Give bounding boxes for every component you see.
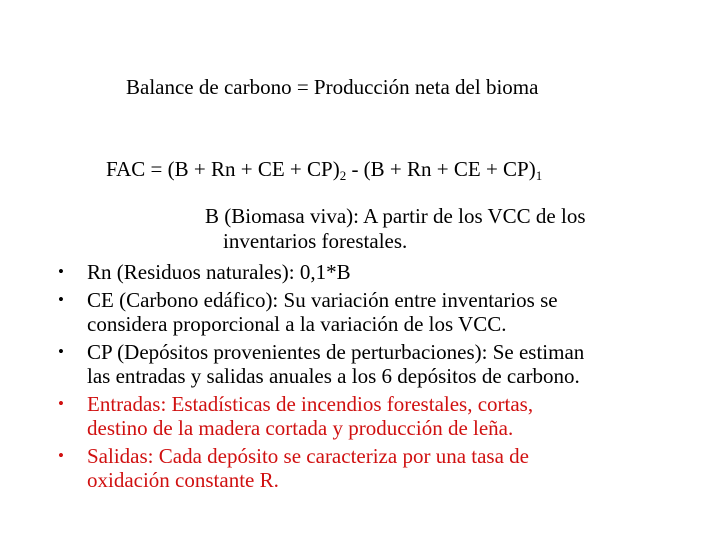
bullet-text-line: oxidación constante R. bbox=[87, 468, 279, 492]
bullet-icon: • bbox=[58, 262, 64, 281]
bullet-text-line: considera proporcional a la variación de los VCC. bbox=[87, 312, 507, 336]
bullet-icon: • bbox=[58, 445, 64, 465]
bullet-rn bbox=[58, 260, 708, 285]
formula-subscript-1: 1 bbox=[535, 168, 543, 183]
bullet-salidas bbox=[58, 444, 708, 493]
bullet-ce bbox=[58, 288, 708, 337]
bullet-text-line: Rn (Residuos naturales): 0,1*B bbox=[87, 260, 351, 284]
biomass-definition-line-1: B (Biomasa viva): A partir de los VCC de los bbox=[205, 204, 586, 228]
formula-part-1: FAC = (B + Rn + CE + CP) bbox=[106, 157, 340, 181]
bullet-icon: • bbox=[58, 289, 64, 309]
carbon-formula bbox=[106, 157, 542, 181]
bullet-text-line: destino de la madera cortada y producción de leña. bbox=[87, 416, 514, 440]
bullet-entradas bbox=[58, 392, 708, 441]
bullet-icon: • bbox=[58, 341, 64, 361]
definitions-list bbox=[58, 260, 708, 496]
bullet-text-line: Salidas: Cada depósito se caracteriza por una tasa de bbox=[87, 443, 529, 468]
bullet-text-line: Entradas: Estadísticas de incendios forestales, cortas, bbox=[87, 391, 534, 416]
bullet-icon: • bbox=[58, 393, 64, 413]
bullet-cp bbox=[58, 340, 708, 389]
bullet-text-line: CP (Depósitos provenientes de perturbaciones): Se estiman bbox=[87, 339, 585, 364]
bullet-text-line: CE (Carbono edáfico): Su variación entre inventarios se bbox=[87, 287, 558, 312]
formula-subscript-2: 2 bbox=[339, 168, 347, 183]
bullet-text-line: las entradas y salidas anuales a los 6 depósitos de carbono. bbox=[87, 364, 580, 388]
biomass-definition-line-2: inventarios forestales. bbox=[223, 229, 408, 253]
formula-part-2: - (B + Rn + CE + CP) bbox=[346, 157, 536, 181]
slide-title: Balance de carbono = Producción neta del bioma bbox=[126, 75, 539, 99]
